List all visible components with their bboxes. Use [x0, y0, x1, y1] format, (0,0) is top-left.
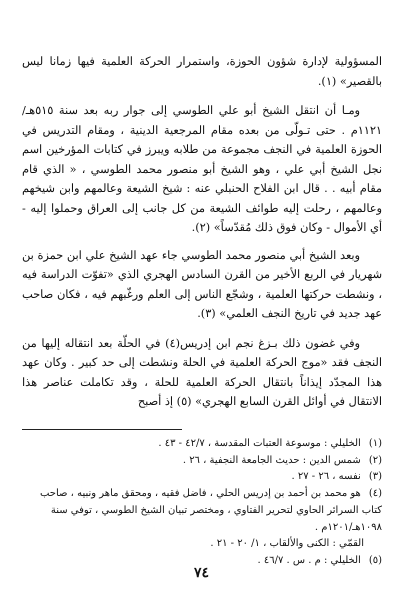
- main-text: [22, 52, 382, 412]
- footnote-4: [22, 486, 382, 536]
- footnote-number: (١): [368, 438, 382, 449]
- page-number: ٧٤: [193, 565, 210, 581]
- footnote-text: الخليلي : م . س . ٤٦/٧ .: [257, 554, 361, 566]
- footnote-text: القمّي : الكنى والألقاب ، ١/ ٢٠ - ٢١ .: [210, 538, 364, 550]
- footnote-divider: [22, 429, 182, 430]
- footnote-number: (٣): [368, 471, 382, 483]
- footnote-number: (٥): [368, 554, 382, 566]
- footnote-text: نفسه ، ٢٦ - ٢٧ .: [291, 471, 361, 483]
- footnote-3: [22, 469, 382, 486]
- footnote-text: الخليلي : موسوعة العتبات المقدسة ، ٤٢/٧ - ٤٣ .: [158, 438, 361, 449]
- footnote-number: (٢): [368, 454, 382, 466]
- footnote-text: شمس الدين : حديث الجامعة النجفية ، ٢٦ .: [182, 454, 361, 466]
- footnote-2: [22, 453, 382, 470]
- paragraph-3: وبعد الشيخ أبي منصور محمد الطوسي جاء عهد الشيخ علي ابن حمزة بن شهريار في الربع الأخير من القرن السادس الهجري الذي «تفوّت الدراسة فيه ، ونشطت حركتها العلمية ، وشجّع الناس إلى العلم ورغّبهم فيه ، فكان صاحب عهد جديد في تاريخ النجف العلمي» (٣).: [22, 248, 382, 320]
- paragraph-2: ومـا أن انتقل الشيخ أبو علي الطوسي إلى جوار ربه بعد سنة ٥١٥هـ/ ١١٢١م . حتى تـولّى من بعده مقام المرجعية الدينية ، ومقام التدريس في الحوزة العلمية في النجف مجموعة من طلابه ويبرز في كتابات المؤرخين اسم نجل الشيخ أبي علي ، وهو الشيخ أبو منصور محمد الطوسي ، « الذي قام مقام أبيه . . قال ابن الفلاح الحنبلي عنه : شيخ الشيعة وعالمهم وابن شيخهم وعالمهم ، رحلت إليه طوائف الشيعة من كل جانب إلى العراق وحملوا إليه - أي الأموال - وكان فوق ذلك مُقدّساً» (٢).: [22, 104, 382, 234]
- footnote-number: (٤): [368, 488, 382, 500]
- paragraph-4: وفي غضون ذلك بـزغ نجم ابن إدريس(٤) في الحلّة بعد انتقاله إليها من النجف فقد «موج الحركة العلمية في الحلة ونشطت إلى حد كبير . وكان عهد هذا المجدّد إيذاناً بانتقال الحركة العلمية للحلة ، وقد تكاملت عناصر هذا الانتقال في أوائل القرن السابع الهجري» (٥) إذ أصبح: [22, 336, 382, 408]
- footnotes: [22, 436, 382, 570]
- footnote-text: هو محمد بن أحمد بن إدريس الحلي ، فاضل فقيه ، ومحقق ماهر ونبيه ، صاحب كتاب السرائر الحاوي لتحرير الفتاوي ، ومختصر تبيان الشيخ الطوسي ، توفي سنة ١٠٩٨هـ/١٢٠١م .: [39, 488, 382, 533]
- footnote-4-source: [22, 536, 382, 553]
- paragraph-1: المسؤولية لإدارة شؤون الحوزة، واستمرار الحركة العلمية فيها زمانا ليس بالقصير» (١).: [22, 55, 382, 88]
- footnote-1: [22, 436, 382, 453]
